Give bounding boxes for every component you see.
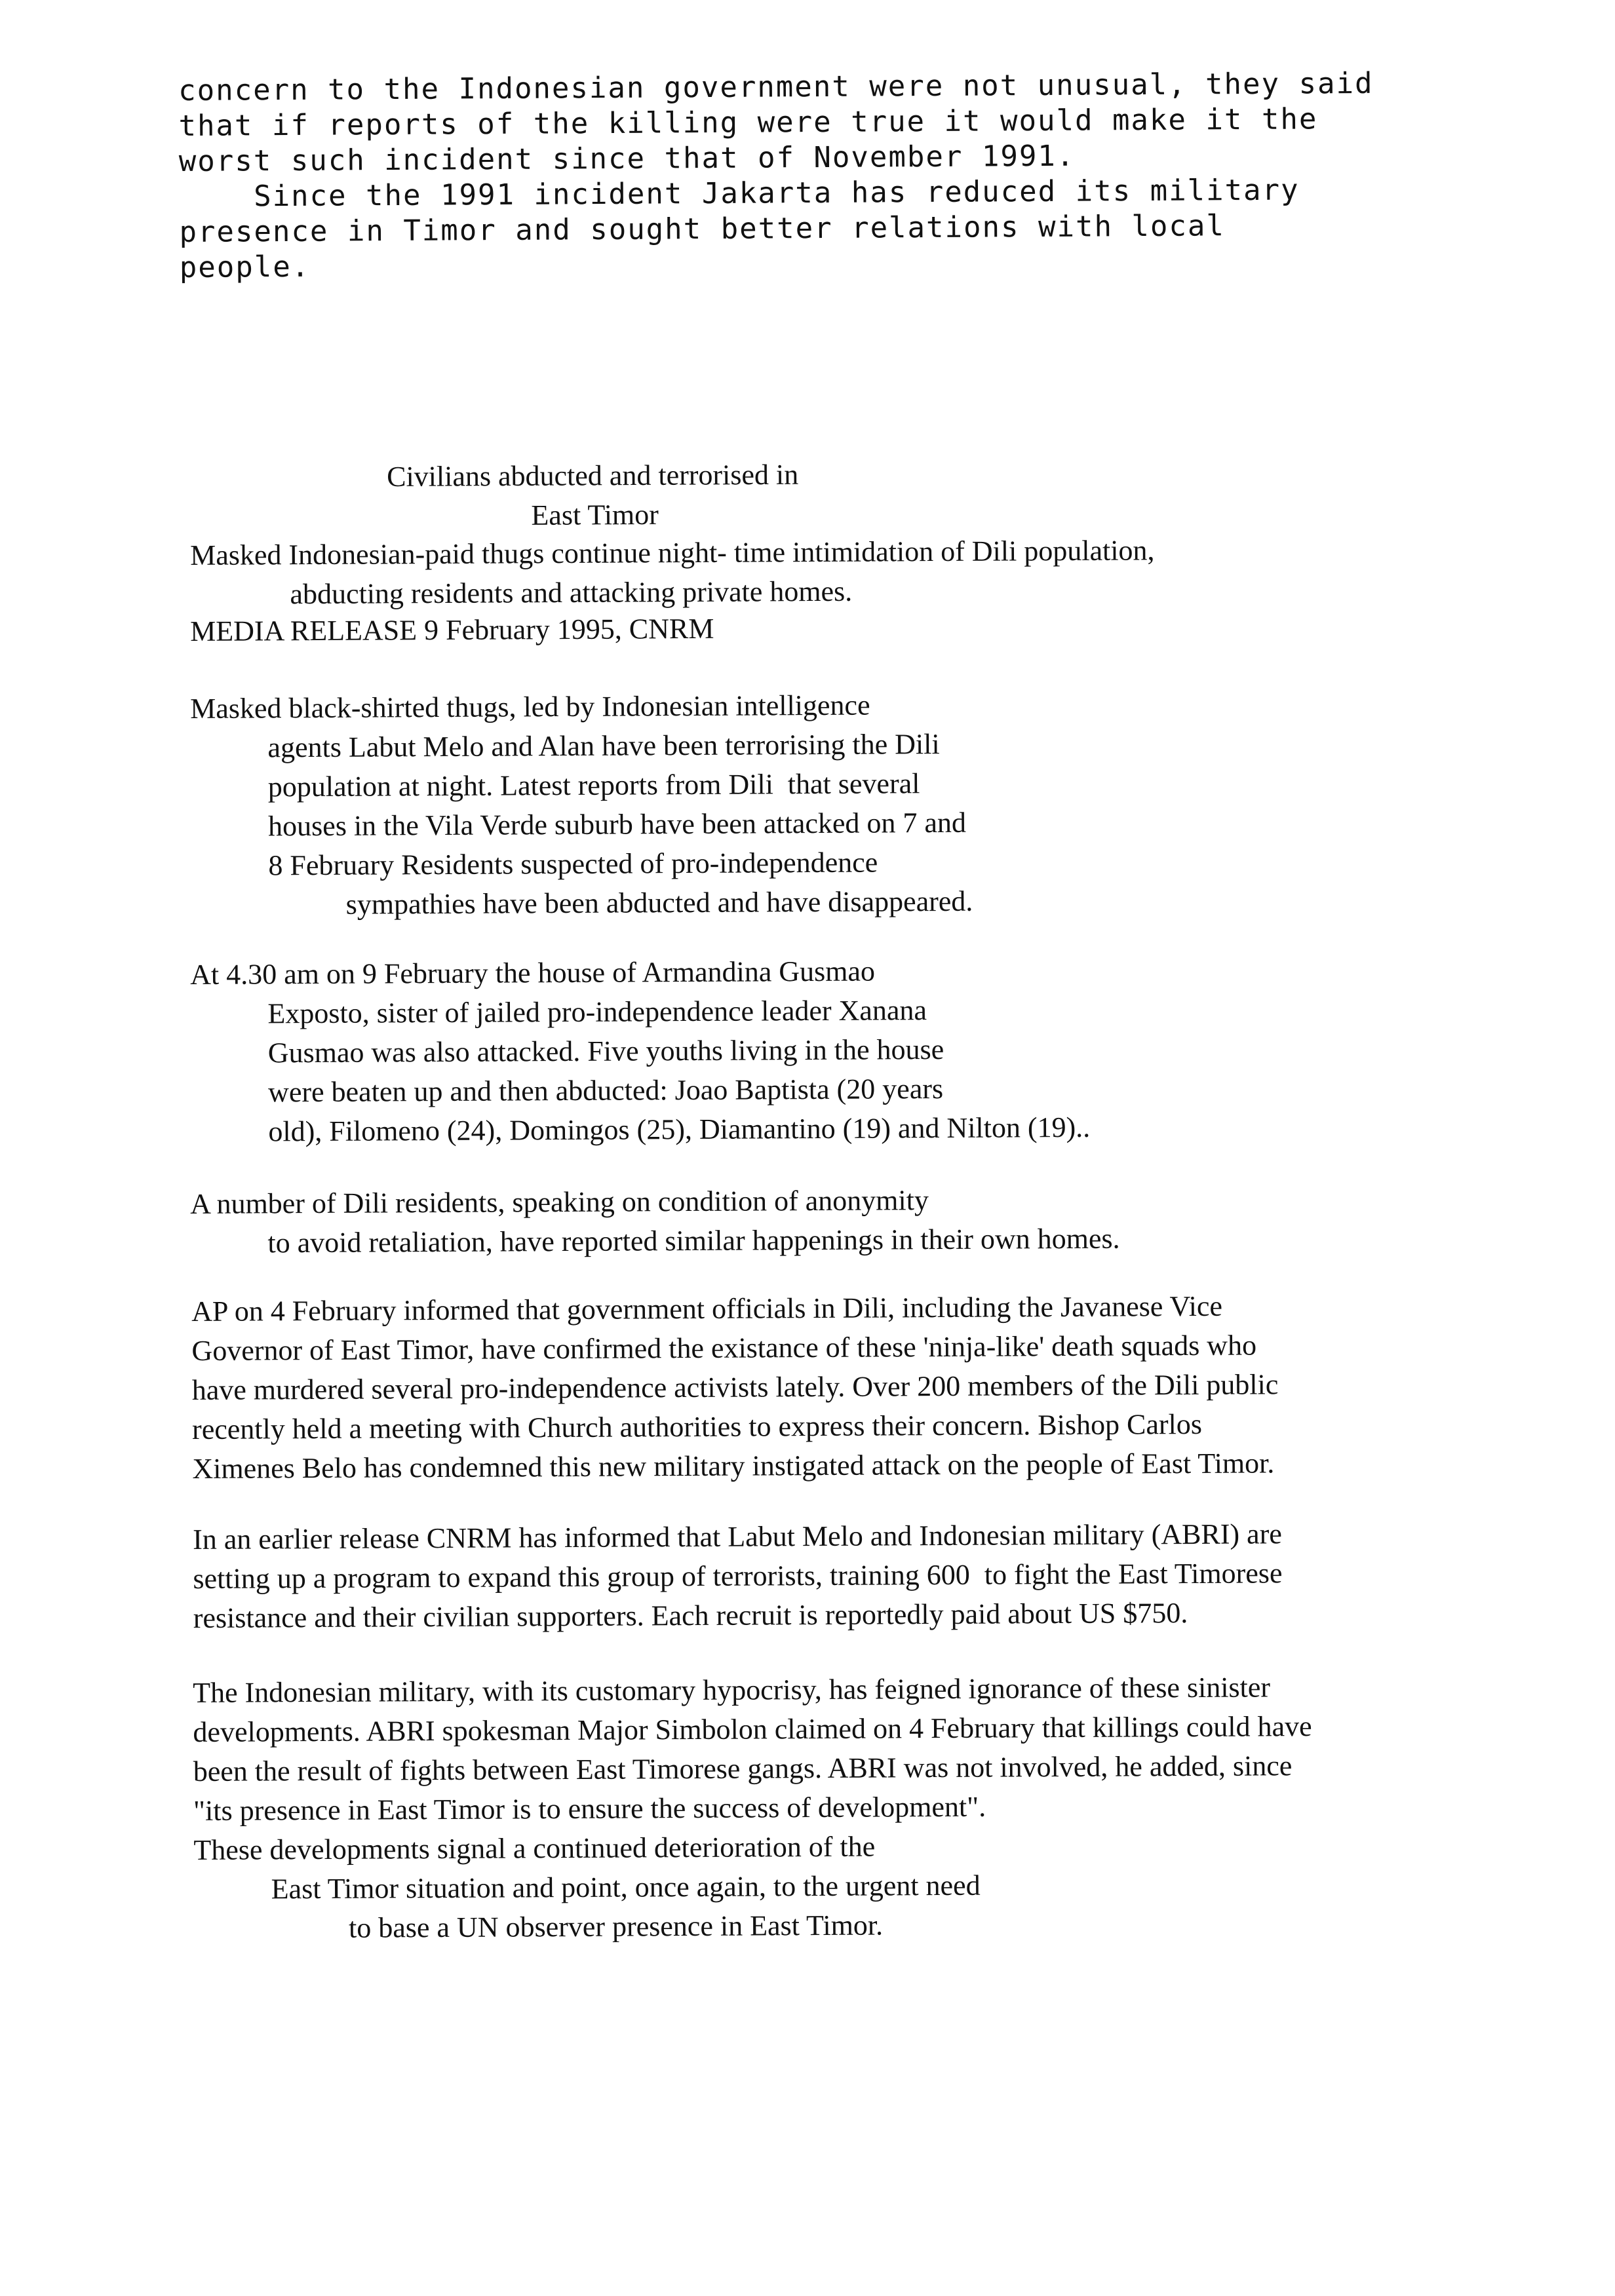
paragraph-1 <box>190 683 1502 925</box>
paragraph-line: East Timor situation and point, once again, to the urgent need <box>271 1869 981 1905</box>
paragraph-line: A number of Dili residents, speaking on condition of anonymity <box>190 1184 929 1220</box>
subhead-line-2: abducting residents and attacking private homes. <box>290 575 853 611</box>
paragraph-line: Governor of East Timor, have confirmed the existance of these 'ninja-like' death squads who <box>191 1329 1257 1367</box>
paragraph-line: sympathies have been abducted and have disappeared. <box>345 885 973 921</box>
intro-line: people. <box>179 250 311 284</box>
paragraph-line: "its presence in East Timor is to ensure the success of development". <box>193 1790 986 1827</box>
paragraph-line: have murdered several pro-independence activists lately. Over 200 members of the Dili public <box>191 1368 1279 1406</box>
release-text: MEDIA RELEASE 9 February 1995, CNRM <box>190 612 714 647</box>
paragraph-line: population at night. Latest reports from Dili that several <box>267 767 920 803</box>
release-line <box>190 605 1501 651</box>
paragraph-line: 8 February Residents suspected of pro-independence <box>268 846 878 882</box>
paragraph-6 <box>193 1667 1505 1949</box>
intro-line: concern to the Indonesian government were not unusual, they said <box>178 66 1374 107</box>
intro-line: worst such incident since that of November 1991. <box>178 139 1076 178</box>
paragraph-line: been the result of fights between East Timorese gangs. ABRI was not involved, he added, since <box>193 1750 1293 1788</box>
paragraph-line: resistance and their civilian supporters. Each recruit is reportedly paid about US $750. <box>193 1597 1188 1634</box>
paragraph-line: The Indonesian military, with its customary hypocrisy, has feigned ignorance of these sinister <box>193 1671 1271 1709</box>
paragraph-line: Ximenes Belo has condemned this new military instigated attack on the people of East Timor. <box>192 1447 1275 1485</box>
paragraph-line: Exposto, sister of jailed pro-independence leader Xanana <box>267 994 927 1030</box>
paragraph-4 <box>191 1286 1504 1489</box>
headline-line-1: Civilians abducted and terrorised in <box>387 458 799 493</box>
paragraph-line: were beaten up and then abducted: Joao Baptista (20 years <box>267 1072 944 1109</box>
paragraph-line: At 4.30 am on 9 February the house of Armandina Gusmao <box>190 955 876 991</box>
intro-line: that if reports of the killing were true it would make it the <box>178 102 1318 143</box>
intro-line: presence in Timor and sought better relations with local <box>179 209 1226 249</box>
subhead <box>190 529 1502 615</box>
paragraph-line: houses in the Vila Verde suburb have been attacked on 7 and <box>267 806 967 843</box>
intro-typewriter-text <box>178 66 1490 286</box>
paragraph-line: Masked black-shirted thugs, led by Indonesian intelligence <box>190 689 870 725</box>
paragraph-line: old), Filomeno (24), Domingos (25), Diamantino (19) and Nilton (19).. <box>268 1111 1091 1148</box>
paragraph-line: to base a UN observer presence in East Timor. <box>348 1909 884 1944</box>
paragraph-line: agents Labut Melo and Alan have been terrorising the Dili <box>267 728 940 764</box>
headline <box>387 451 1615 536</box>
paragraph-line: In an earlier release CNRM has informed that Labut Melo and Indonesian military (ABRI) are <box>193 1518 1282 1556</box>
paragraph-line: developments. ABRI spokesman Major Simbolon claimed on 4 February that killings could have <box>193 1710 1312 1748</box>
intro-line: Since the 1991 incident Jakarta has reduced its military <box>178 173 1300 214</box>
paragraph-5 <box>193 1514 1504 1638</box>
paragraph-line: These developments signal a continued deterioration of the <box>193 1830 876 1866</box>
paragraph-line: AP on 4 February informed that government officials in Dili, including the Javanese Vice <box>191 1290 1223 1328</box>
paragraph-line: setting up a program to expand this group of terrorists, training 600 to fight the East Timorese <box>193 1557 1283 1595</box>
paragraph-2 <box>190 949 1502 1152</box>
headline-line-2: East Timor <box>531 498 659 531</box>
subhead-line-1: Masked Indonesian-paid thugs continue night- time intimidation of Dili population, <box>190 534 1155 571</box>
paragraph-line: to avoid retaliation, have reported similar happenings in their own homes. <box>267 1222 1120 1259</box>
paragraph-3 <box>190 1178 1502 1263</box>
paragraph-line: Gusmao was also attacked. Five youths living in the house <box>267 1033 944 1069</box>
paragraph-line: recently held a meeting with Church authorities to express their concern. Bishop Carlos <box>191 1407 1203 1445</box>
